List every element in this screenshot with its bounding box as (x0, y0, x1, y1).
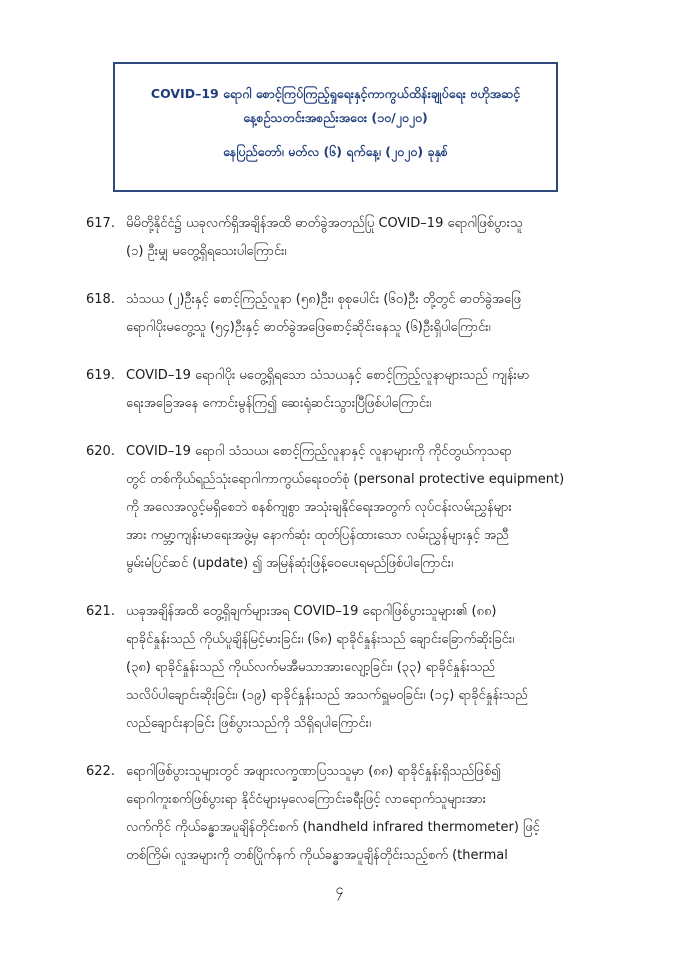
paragraph-text: ယခုအချိန်အထိ တွေ့ရှိချက်များအရ COVID–19 ရောဂါဖြစ်ပွားသူများ၏ (၈၈) ရာခိုင်နှုန်းသည် ကိုယ်ပူချိန်မြင့်မားခြင်း၊ (၆၈) ရာခိုင်နှုန်းသည် ချောင်းခြောက်ဆိုးခြင်း၊ (၃၈) ရာခိုင်နှုန်းသည် ကိုယ်လက်မအီမသာအားလျော့ခြင်း၊ (၃၃) ရာခိုင်နှုန်းသည် သလိပ်ပါချောင်းဆိုးခြင်း၊ (၁၉) ရာခိုင်နှုန်းသည် အသက်ရှူမဝခြင်း၊ (၁၄) ရာခိုင်နှုန်းသည် လည်ချောင်းနာခြင်း ဖြစ်ပွားသည်ကို သိရှိရပါကြောင်း၊ (126, 604, 528, 731)
header-title-line1: COVID–19 ရောဂါ စောင့်ကြပ်ကြည့်ရှုရေးနှင့်ကာကွယ်ထိန်းချုပ်ရေး ဗဟိုအဆင့် (150, 86, 521, 101)
paragraph-619 (86, 362, 664, 418)
paragraph-number: 618. (86, 292, 115, 307)
paragraph-text: ရောဂါဖြစ်ပွားသူများတွင် အဖျားလက္ခဏာပြသသူမှာ (၈၈) ရာခိုင်နှုန်းရှိသည်ဖြစ်၍ ရောဂါကူးစက်ဖြစ်ပွားရာ နိုင်ငံများမှလေကြောင်းခရီးဖြင့် လာရောက်သူများအား လက်ကိုင် ကိုယ်ခန္ဓာအပူချိန်တိုင်းစက် (handheld infrared thermometer) ဖြင့် တစ်ကြိမ်၊ လူအများကို တစ်ပြိုက်နက် ကိုယ်ခန္ဓာအပူချိန်တိုင်းသည့်စက် (thermal (126, 764, 540, 863)
paragraph-620 (86, 438, 664, 578)
paragraph-text: မိမိတို့နိုင်ငံ၌ ယခုလက်ရှိအချိန်အထိ ဓာတ်ခွဲအတည်ပြု COVID–19 ရောဂါဖြစ်ပွားသူ (၁) ဦးမျှ မတွေ့ရှိရသေးပါကြောင်း၊ (126, 216, 523, 259)
paragraph-number: 621. (86, 604, 115, 619)
header-box (113, 62, 558, 192)
paragraph-622 (86, 758, 664, 870)
paragraph-text: COVID–19 ရောဂါပိုး မတွေ့ရှိရသော သံသယနှင့် စောင့်ကြည့်လူနာများသည် ကျန်းမာ ရေးအခြေအနေ ကောင်းမွန်ကြ၍ ဆေးရုံဆင်းသွားပြီဖြစ်ပါကြောင်း၊ (126, 368, 530, 411)
paragraph-618 (86, 286, 664, 342)
paragraph-number: 617. (86, 216, 115, 231)
paragraph-number: 620. (86, 444, 115, 459)
header-date: နေပြည်တော်၊ မတ်လ (၆) ရက်နေ့၊ (၂၀၂၀) ခုနှစ် (223, 144, 448, 159)
paragraph-number: 619. (86, 368, 115, 383)
page-number: ၄ (335, 882, 344, 898)
paragraph-621 (86, 598, 664, 738)
paragraph-number: 622. (86, 764, 115, 779)
paragraph-text: COVID–19 ရောဂါ သံသယ၊ စောင့်ကြည့်လူနာနှင့် လူနာများကို ကိုင်တွယ်ကုသရာ တွင် တစ်ကိုယ်ရည်သုံးရောဂါကာကွယ်ရေးဝတ်စုံ (personal protective equipment) ကို အလေအလွင့်မရှိစေဘဲ စနစ်ကျစွာ အသုံးချနိုင်ရေးအတွက် လုပ်ငန်းလမ်းညွှန်များ အား ကမ္ဘာ့ကျန်းမာရေးအဖွဲ့မှ နောက်ဆုံး ထုတ်ပြန်ထားသော လမ်းညွှန်များနှင့် အညီ မွမ်းမံပြင်ဆင် (update) ၍ အမြန်ဆုံးဖြန့်ဝေပေးရမည်ဖြစ်ပါကြောင်း၊ (126, 444, 565, 571)
paragraph-text: သံသယ (၂)ဦးနှင့် စောင့်ကြည့်လူနာ (၅၈)ဦး၊ စုစုပေါင်း (၆၀)ဦး တို့တွင် ဓာတ်ခွဲအဖြေ ရောဂါပိုးမတွေ့သူ (၅၄)ဦးနှင့် ဓာတ်ခွဲအဖြေစောင့်ဆိုင်းနေသူ (၆)ဦးရှိပါကြောင်း၊ (126, 292, 521, 335)
header-title-line2: နေ့စဉ်သတင်းအစည်းအဝေး (၁၀/၂၀၂၀) (243, 110, 428, 125)
paragraph-617 (86, 210, 664, 266)
document-body (86, 210, 664, 890)
